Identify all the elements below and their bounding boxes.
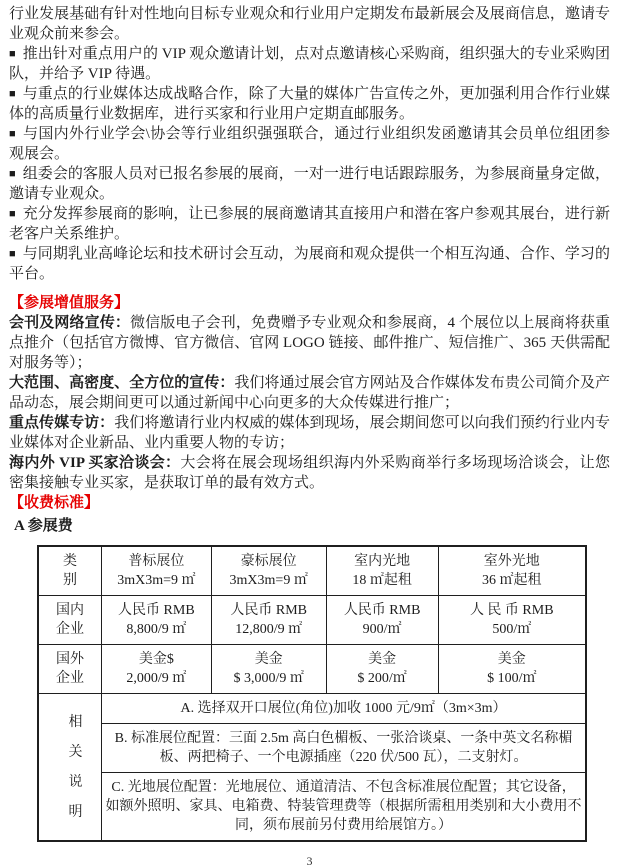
square-bullet-icon: ■ bbox=[9, 48, 16, 60]
service-text: 大会将在展会现场组织海内外采购商举行多场现场洽谈会，让您密集接触专业买家，是获取订单的最有效方式。 bbox=[9, 455, 610, 491]
notes-vertical-label: 相 关 说 明 bbox=[68, 714, 83, 820]
intro-paragraph: 行业发展基础有针对性地向目标专业观众和行业用户定期发布最新展会及展商信息，邀请专业观众前来参会。 bbox=[9, 6, 610, 42]
column-header-outdoor-space: 室外光地 36 ㎡起租 bbox=[438, 546, 586, 596]
bullet-item-media-coop bbox=[9, 84, 610, 124]
column-header-indoor-space: 室内光地 18 ㎡起租 bbox=[326, 546, 438, 596]
note-row-a bbox=[38, 694, 586, 724]
column-header-deluxe-booth: 豪标展位 3mX3m=9 ㎡ bbox=[211, 546, 326, 596]
fee-cell: 美金 $ 3,000/9 ㎡ bbox=[211, 645, 326, 694]
note-row-c bbox=[38, 773, 586, 842]
fee-cell: 美金$ 2,000/9 ㎡ bbox=[102, 645, 212, 694]
fee-row-foreign bbox=[38, 645, 586, 694]
service-text: 我们将通过展会官方网站及合作媒体发布贵公司简介及产品动态，展会期间更可以通过新闻中心向更多的大众传媒进行推广； bbox=[9, 375, 610, 411]
fee-cell: 美金 $ 100/㎡ bbox=[438, 645, 586, 694]
square-bullet-icon: ■ bbox=[9, 168, 16, 180]
service-lead: 会刊及网络宣传： bbox=[9, 315, 130, 331]
fee-table-header-row bbox=[38, 546, 586, 596]
bullet-item-forum bbox=[9, 244, 610, 284]
bullet-item-association bbox=[9, 124, 610, 164]
service-item-publicity bbox=[9, 373, 610, 413]
category-header-cell bbox=[38, 546, 102, 596]
service-lead: 海内外 VIP 买家洽谈会： bbox=[9, 455, 181, 471]
notes-label-cell bbox=[38, 694, 102, 842]
section-heading-fees: 【收费标准】 bbox=[9, 495, 100, 511]
bullet-item-vip-invite bbox=[9, 44, 610, 84]
note-text-b: B. 标准展位配置：三面 2.5m 高白色楣板、一张洽谈桌、一条中英文名称楣板、两把椅子、一个电源插座（220 伏/500 瓦），二支射灯。 bbox=[102, 724, 586, 773]
service-text: 微信版电子会刊，免费赠予专业观众和参展商，4 个展位以上展商将获重点推介（包括官方微博、官方微信、官网 LOGO 链接、邮件推广、短信推广、365 天供需配对服务等）； bbox=[9, 315, 610, 371]
square-bullet-icon: ■ bbox=[9, 128, 16, 140]
fees-subheading: A 参展费 bbox=[14, 518, 73, 534]
service-item-media-interview bbox=[9, 413, 610, 453]
column-header-standard-booth: 普标展位 3mX3m=9 ㎡ bbox=[102, 546, 212, 596]
row-label-domestic: 国内 企业 bbox=[38, 596, 102, 645]
row-label-foreign: 国外 企业 bbox=[38, 645, 102, 694]
square-bullet-icon: ■ bbox=[9, 208, 16, 220]
fee-cell: 人民币 RMB 900/㎡ bbox=[326, 596, 438, 645]
page-number: 3 bbox=[306, 854, 313, 866]
bullet-text: 与重点的行业媒体达成战略合作，除了大量的媒体广告宣传之外，更加强利用合作行业媒体的高质量行业数据库，进行买家和行业用户定期直邮服务。 bbox=[9, 86, 610, 122]
note-text-a: A. 选择双开口展位(角位)加收 1000 元/9㎡（3m×3m） bbox=[102, 694, 586, 724]
service-lead: 大范围、高密度、全方位的宣传： bbox=[9, 375, 235, 391]
service-lead: 重点传媒专访： bbox=[9, 415, 115, 431]
bullet-text: 与国内外行业学会\协会等行业组织强强联合，通过行业组织发函邀请其会员单位组团参观展会。 bbox=[9, 126, 610, 162]
bullet-text: 推出针对重点用户的 VIP 观众邀请计划，点对点邀请核心采购商，组织强大的专业采购团队，并给予 VIP 待遇。 bbox=[9, 46, 610, 82]
category-line: 类 bbox=[63, 554, 78, 569]
square-bullet-icon: ■ bbox=[9, 248, 16, 260]
fee-cell: 美金 $ 200/㎡ bbox=[326, 645, 438, 694]
square-bullet-icon: ■ bbox=[9, 88, 16, 100]
fee-table bbox=[37, 545, 587, 842]
fee-cell: 人民币 RMB 12,800/9 ㎡ bbox=[211, 596, 326, 645]
service-item-buyer-meeting bbox=[9, 453, 610, 493]
bullet-text: 充分发挥参展商的影响，让已参展的展商邀请其直接用户和潜在客户参观其展台，进行新老客户关系维护。 bbox=[9, 206, 610, 242]
fee-cell: 人民币 RMB 8,800/9 ㎡ bbox=[102, 596, 212, 645]
fee-cell: 人 民 币 RMB 500/㎡ bbox=[438, 596, 586, 645]
note-text-c: C. 光地展位配置：光地展位、通道清洁、不包含标准展位配置；其它设备，如额外照明、家具、电箱费、特装管理费等（根据所需租用类别和大小费用不同，须布展前另付费用给展馆方。） bbox=[102, 773, 586, 842]
bullet-text: 组委会的客服人员对已报名参展的展商，一对一进行电话跟踪服务，为参展商量身定做，邀请专业观众。 bbox=[9, 166, 610, 202]
bullet-item-exhibitor-influence bbox=[9, 204, 610, 244]
bullet-text: 与同期乳业高峰论坛和技术研讨会互动，为展商和观众提供一个相互沟通、合作、学习的平台。 bbox=[9, 246, 610, 282]
section-heading-value-services: 【参展增值服务】 bbox=[9, 295, 130, 311]
note-row-b bbox=[38, 724, 586, 773]
fee-row-domestic bbox=[38, 596, 586, 645]
category-line: 别 bbox=[63, 573, 78, 588]
service-item-journal bbox=[9, 313, 610, 373]
bullet-item-phone-follow bbox=[9, 164, 610, 204]
service-text: 我们将邀请行业内权威的媒体到现场，展会期间您可以向我们预约行业内专业媒体对企业新品、业内重要人物的专访； bbox=[9, 415, 610, 451]
